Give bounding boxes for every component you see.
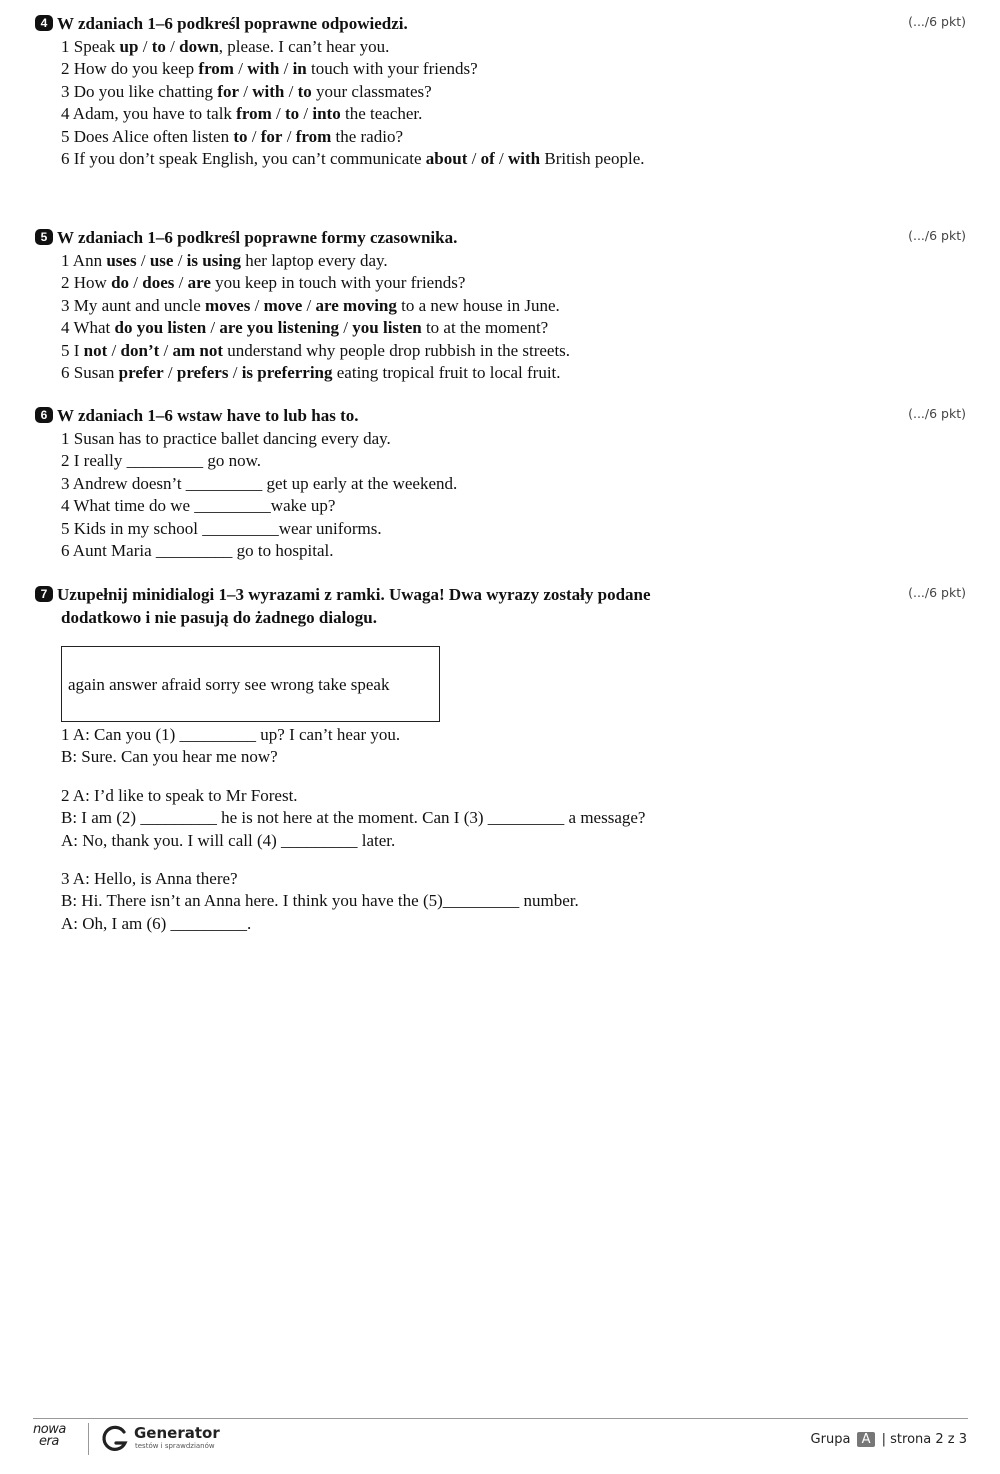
item-text: /: [250, 295, 264, 315]
task-points: (.../6 pkt): [908, 406, 966, 421]
item-text: 3 My aunt and uncle: [61, 295, 205, 315]
answer-option: from: [236, 104, 272, 124]
item-text: 5 Kids in my school _________wear uniforms.: [61, 518, 382, 538]
item-text: /: [233, 59, 248, 79]
task-item: [61, 295, 970, 317]
generator-subtitle: testów i sprawdzianów: [135, 1442, 215, 1450]
task-points: (.../6 pkt): [908, 228, 966, 243]
group-badge: A: [857, 1432, 876, 1447]
answer-option: to: [284, 104, 300, 124]
item-text: /: [129, 273, 143, 293]
item-text: /: [163, 363, 177, 383]
dialog-line: B: Hi. There isn’t an Anna here. I think you have the (5)_________ number.: [61, 891, 579, 911]
task-items: [35, 250, 970, 384]
dialog-line: 3 A: Hello, is Anna there?: [61, 869, 238, 888]
task-instruction: Uzupełnij minidialogi 1–3 wyrazami z ramki. Uwaga! Dwa wyrazy zostały podane: [57, 585, 651, 604]
answer-option: uses: [106, 251, 137, 270]
task-number-badge: 4: [35, 15, 53, 31]
item-text: British people.: [540, 149, 645, 169]
answer-option: move: [263, 295, 303, 315]
task-instruction: W zdaniach 1–6 podkreśl poprawne formy czasownika.: [57, 228, 458, 247]
item-text: 5 I: [61, 340, 84, 360]
item-text: /: [282, 126, 296, 146]
task-item: [61, 473, 970, 495]
item-text: 4 What time do we _________wake up?: [61, 496, 336, 516]
item-text: 2 I really _________ go now.: [61, 451, 262, 471]
generator-title: Generator: [134, 1424, 220, 1442]
answer-option: of: [480, 149, 495, 169]
answer-option: to: [297, 81, 312, 101]
item-text: 2 How do you keep: [61, 59, 199, 79]
item-text: understand why people drop rubbish in the streets.: [223, 340, 571, 360]
task-item: [61, 450, 970, 472]
answer-option: with: [252, 81, 285, 101]
answer-option: into: [312, 104, 341, 124]
item-text: you keep in touch with your friends?: [210, 273, 466, 293]
task-item: [61, 126, 970, 148]
task-item: [61, 250, 970, 272]
item-text: to a new house in June.: [396, 295, 560, 315]
task-number-badge: 5: [35, 229, 53, 245]
task-item: [61, 272, 970, 294]
answer-option: from: [295, 126, 332, 146]
answer-option: to: [233, 126, 248, 146]
answer-option: to: [151, 37, 166, 56]
answer-option: is using: [186, 251, 242, 270]
item-text: /: [136, 251, 150, 270]
answer-option: moves: [205, 295, 251, 315]
item-text: eating tropical fruit to local fruit.: [332, 363, 561, 383]
task-item: [61, 103, 970, 125]
dialog-line: A: Oh, I am (6) _________.: [61, 913, 252, 933]
item-text: /: [138, 37, 152, 56]
answer-option: not: [83, 340, 108, 360]
item-text: /: [107, 340, 121, 360]
answer-option: with: [508, 149, 541, 169]
item-text: /: [228, 363, 242, 383]
item-text: /: [284, 81, 298, 101]
item-text: 5 Does Alice often listen: [61, 126, 234, 146]
item-text: /: [174, 273, 188, 293]
task-item: [61, 148, 970, 170]
task-item: [61, 428, 970, 450]
task-instruction-continued: dodatkowo i nie pasują do żadnego dialogu.: [61, 608, 377, 627]
item-text: 6 If you don’t speak English, you can’t communicate: [61, 149, 426, 169]
answer-option: you listen: [352, 318, 422, 338]
task-instruction: W zdaniach 1–6 wstaw have to lub has to.: [57, 406, 359, 425]
answer-option: for: [260, 126, 283, 146]
answer-option: up: [119, 37, 139, 56]
item-text: to at the moment?: [421, 318, 549, 338]
answer-option: are moving: [315, 295, 397, 315]
task-header: [35, 585, 970, 607]
item-text: her laptop every day.: [241, 251, 388, 270]
answer-option: for: [217, 81, 239, 101]
item-text: /: [159, 340, 173, 360]
item-text: 4 What: [61, 318, 115, 338]
item-text: the radio?: [331, 126, 403, 146]
dialog-2: [61, 785, 645, 852]
task-item: [61, 362, 970, 384]
dialog-line: 2 A: I’d like to speak to Mr Forest.: [61, 786, 298, 805]
item-text: /: [302, 295, 316, 315]
answer-option: use: [149, 251, 174, 270]
item-text: /: [467, 149, 481, 169]
task-6: [35, 406, 970, 562]
item-text: /: [239, 81, 253, 101]
dialog-line: B: Sure. Can you hear me now?: [61, 747, 278, 767]
task-item: [61, 36, 970, 58]
item-text: 1 Ann: [61, 251, 107, 270]
dialog-line: A: No, thank you. I will call (4) _________ later.: [61, 830, 396, 850]
answer-option: does: [142, 273, 175, 293]
task-header: [35, 14, 970, 36]
item-text: /: [173, 251, 187, 270]
task-header: [35, 228, 970, 250]
answer-option: prefer: [118, 363, 164, 383]
task-item: [61, 81, 970, 103]
item-text: /: [271, 104, 285, 124]
answer-option: with: [247, 59, 280, 79]
dialog-3: [61, 868, 579, 935]
task-item: [61, 540, 970, 562]
item-text: your classmates?: [311, 81, 432, 101]
word-box: again answer afraid sorry see wrong take speak: [61, 646, 440, 722]
item-text: 6 Susan: [61, 363, 119, 383]
answer-option: down: [179, 37, 219, 56]
answer-option: is preferring: [241, 363, 333, 383]
item-text: , please. I can’t hear you.: [218, 37, 390, 56]
task-header: [35, 406, 970, 428]
task-number-badge: 7: [35, 586, 53, 602]
answer-option: prefers: [176, 363, 229, 383]
answer-option: do: [111, 273, 130, 293]
logo-line-1: nowa: [33, 1422, 66, 1437]
item-text: /: [247, 126, 261, 146]
item-text: /: [165, 37, 180, 56]
task-item: [61, 317, 970, 339]
answer-option: in: [292, 59, 307, 79]
dialog-line: 1 A: Can you (1) _________ up? I can’t hear you.: [61, 725, 401, 744]
footer-divider: [33, 1418, 968, 1419]
item-text: 6 Aunt Maria _________ go to hospital.: [61, 541, 334, 561]
generator-g-icon: [100, 1424, 130, 1454]
answer-option: from: [198, 59, 234, 79]
task-5: [35, 228, 970, 384]
task-item: [61, 340, 970, 362]
task-points: (.../6 pkt): [908, 585, 966, 600]
task-points: (.../6 pkt): [908, 14, 966, 29]
answer-option: are: [187, 273, 211, 293]
item-text: 3 Do you like chatting: [61, 81, 218, 101]
task-item: [61, 495, 970, 517]
item-text: 3 Andrew doesn’t _________ get up early at the weekend.: [61, 473, 458, 493]
logo-line-2: era: [39, 1434, 59, 1449]
task-4: [35, 14, 970, 170]
answer-option: about: [425, 149, 468, 169]
item-text: 4 Adam, you have to talk: [61, 104, 237, 124]
answer-option: are you listening: [219, 318, 340, 338]
task-items: [35, 36, 970, 170]
dialog-1: [61, 724, 400, 769]
task-item: [61, 518, 970, 540]
dialog-line: B: I am (2) _________ he is not here at the moment. Can I (3) _________ a message?: [61, 808, 646, 828]
task-item: [61, 58, 970, 80]
logo-separator: [88, 1423, 89, 1455]
item-text: /: [494, 149, 509, 169]
item-text: /: [339, 318, 353, 338]
page-number: | strona 2 z 3: [881, 1432, 967, 1447]
task-number-badge: 6: [35, 407, 53, 423]
item-text: the teacher.: [340, 104, 423, 124]
item-text: /: [206, 318, 220, 338]
answer-option: do you listen: [114, 318, 207, 338]
task-items: [35, 428, 970, 562]
page-info: [811, 1432, 967, 1447]
item-text: 1 Speak: [61, 37, 120, 56]
task-7: [35, 585, 970, 630]
answer-option: don’t: [120, 340, 160, 360]
item-text: 1 Susan has to practice ballet dancing every day.: [61, 429, 391, 448]
item-text: touch with your friends?: [306, 59, 478, 79]
answer-option: am not: [172, 340, 224, 360]
item-text: /: [299, 104, 313, 124]
task-instruction: W zdaniach 1–6 podkreśl poprawne odpowiedzi.: [57, 14, 408, 33]
nowa-era-logo: [33, 1424, 66, 1448]
group-label: Grupa: [810, 1432, 851, 1447]
item-text: /: [279, 59, 293, 79]
item-text: 2 How: [61, 273, 112, 293]
